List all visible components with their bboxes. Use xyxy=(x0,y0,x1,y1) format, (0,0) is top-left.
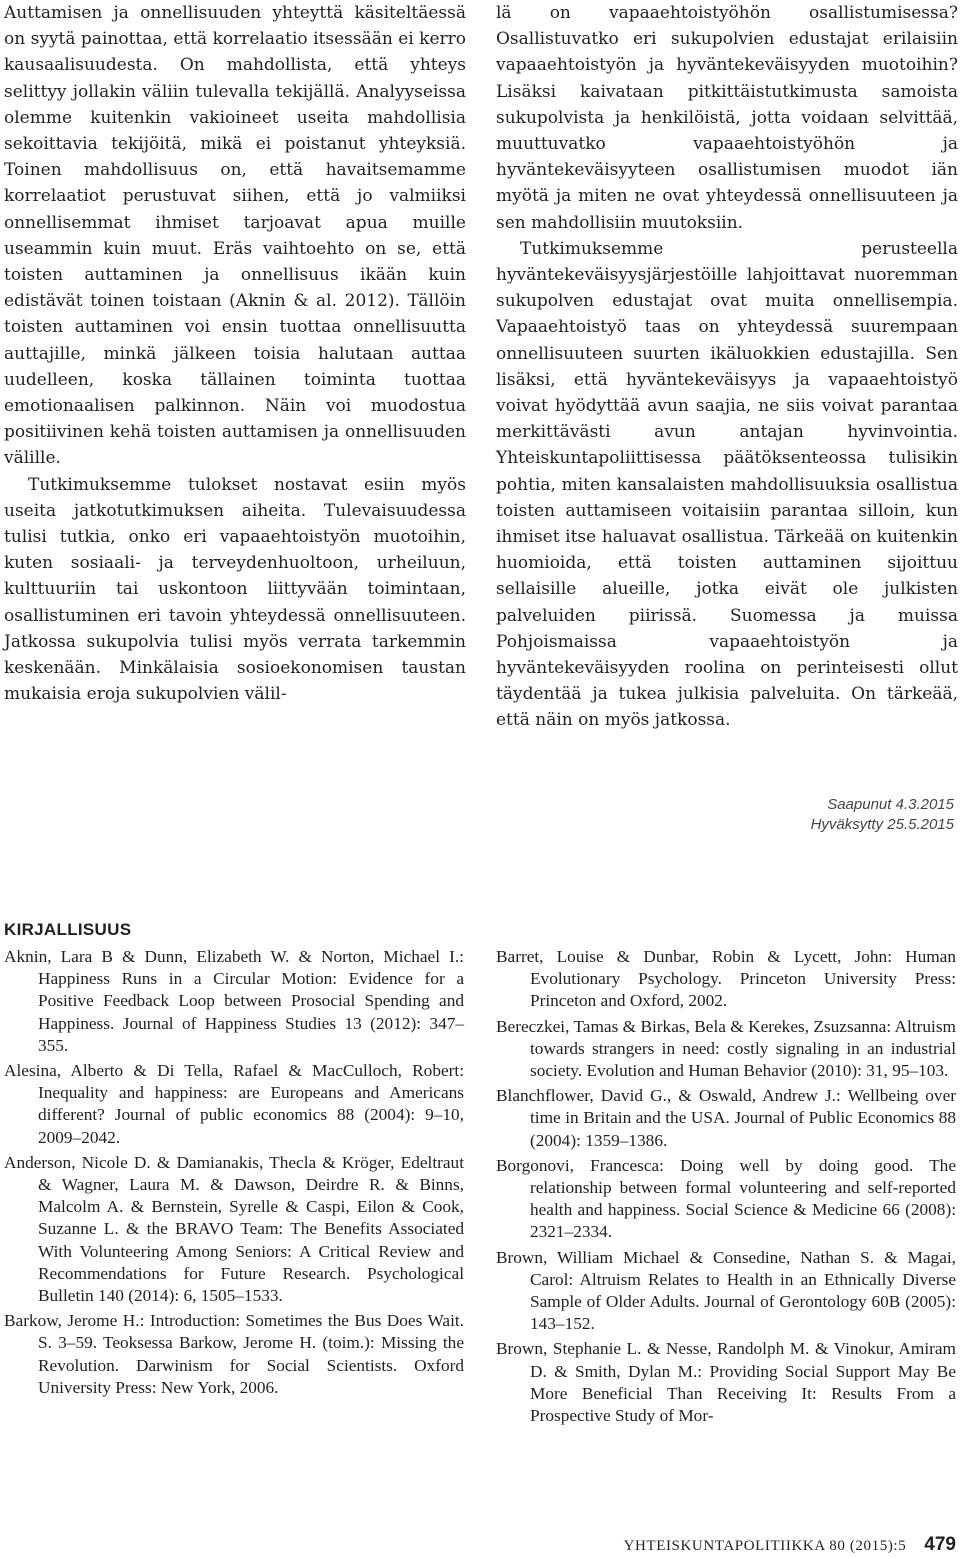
reference-entry: Bereczkei, Tamas & Birkas, Bela & Kerekes, Zsuzsanna: Altruism towards strangers in need: costly signaling in an industrial society. Evolution and Human Behavior (2010): 31, 95–103. xyxy=(496,1016,956,1081)
accepted-date: Hyväksytty 25.5.2015 xyxy=(810,816,954,833)
body-paragraph: Auttamisen ja onnellisuuden yhteyttä käsiteltäessä on syytä painottaa, että korrelaatio itsessään ei kerro kausaalisuudesta. On mahdollista, että yhteys selittyy jollakin väliin tulevalla tekijällä. Analyyseissa olemme kuitenkin vakioineet useita mahdollisia sekoittavia tekijöitä, mikä ei poistanut yhteyksiä. Toinen mahdollisuus on, että havaitsemamme korrelaatiot perustuvat siihen, että jo valmiiksi onnellisemmat ihmiset tarjoavat apua muille useammin kuin muut. Eräs vaihtoehto on se, että toisten auttaminen ja onnellisuus ikään kuin edistävät toinen toistaan (Aknin & al. 2012). Tällöin toisten auttaminen voi ensin tuottaa onnellisuutta auttajille, minkä jälkeen toisia halutaan auttaa uudelleen, koska tällainen toiminta tuottaa emotionaalisen palkinnon. Näin voi muodostua positiivinen kehä toisten auttamisen ja onnellisuuden välille. xyxy=(4,3,466,469)
reference-entry: Blanchflower, David G., & Oswald, Andrew J.: Wellbeing over time in Britain and the USA. Journal of Public Economics 88 (2004): 1359–1386. xyxy=(496,1086,956,1150)
reference-entry: Barret, Louise & Dunbar, Robin & Lycett, John: Human Evolutionary Psychology. Princeton University Press: Princeton and Oxford, 2002. xyxy=(496,947,956,1011)
article-dates xyxy=(700,795,954,835)
references-heading: KIRJALLISUUS xyxy=(4,920,132,939)
reference-entry: Borgonovi, Francesca: Doing well by doing good. The relationship between formal volunteering and self-reported health and happiness. Social Science & Medicine 66 (2008): 2321–2334. xyxy=(496,1155,956,1242)
reference-entry: Brown, Stephanie L. & Nesse, Randolph M. & Vinokur, Amiram D. & Smith, Dylan M.: Providing Social Support May Be More Beneficial Than Receiving It: Results From a Prospective Study of Mor- xyxy=(496,1339,956,1426)
body-paragraph: Tutkimuksemme perusteella hyväntekeväisyysjärjestöille lahjoittavat nuoremman sukupolven edustajat ovat muita onnellisempia. Vapaaehtoistyö taas on yhteydessä suurempaan onnellisuuteen suurten ikäluokkien edustajilla. Sen lisäksi, että hyväntekeväisyys ja vapaaehtoistyö voivat hyödyttää avun saajia, ne siis voivat parantaa merkittävästi avun antajan hyvinvointia. Yhteiskuntapoliittisessa päätöksenteossa tulisikin pohtia, miten kansalaisten mahdollisuuksia osallistua toisten auttamiseen voitaisiin parantaa silloin, kun ihmiset itse haluavat osallistua. Tärkeää on kuitenkin huomioida, että toisten auttaminen sijoittuu sellaisille alueille, jotka eivät ole julkisten palveluiden piirissä. Suomessa ja muissa Pohjoismaissa vapaaehtoistyön ja hyväntekeväisyyden roolina on perinteisesti ollut täydentää ja tukea julkisia palveluita. On tärkeää, että näin on myös jatkossa. xyxy=(496,238,958,731)
reference-entry: Barkow, Jerome H.: Introduction: Sometimes the Bus Does Wait. S. 3–59. Teoksessa Barkow, Jerome H. (toim.): Missing the Revolution. Darwinism for Social Scientists. Oxford University Press: New York, 2006. xyxy=(4,1311,464,1397)
reference-entry: Alesina, Alberto & Di Tella, Rafael & MacCulloch, Robert: Inequality and happiness: are Europeans and Americans different? Journal of public economics 88 (2004): 9–10, 2009–2042. xyxy=(4,1061,464,1147)
references-column-left xyxy=(4,946,464,1402)
reference-entry: Brown, William Michael & Consedine, Nathan S. & Magai, Carol: Altruism Relates to Health in an Ethnically Diverse Sample of Older Adults. Journal of Gerontology 60B (2005): 143–152. xyxy=(496,1247,956,1334)
journal-name: YHTEISKUNTAPOLITIIKKA 80 (2015):5 xyxy=(623,1538,907,1554)
reference-entry: Aknin, Lara B & Dunn, Elizabeth W. & Norton, Michael I.: Happiness Runs in a Circular Motion: Evidence for a Positive Feedback Loop between Prosocial Spending and Happiness. Journal of Happiness Studies 13 (2012): 347–355. xyxy=(4,947,464,1055)
page-number: 479 xyxy=(924,1534,956,1555)
body-paragraph: Tutkimuksemme tulokset nostavat esiin myös useita jatkotutkimuksen aiheita. Tulevaisuudessa tulisi tutkia, onko eri vapaaehtoistyön muotoihin, kuten sosiaali- ja terveydenhuoltoon, urheiluun, kulttuuriin tai uskontoon liittyvään toimintaan, osallistuminen eri tavoin yhteydessä onnellisuuteen. Jatkossa sukupolvia tulisi myös verrata tarkemmin keskenään. Minkälaisia sosioekonomisen taustan mukaisia eroja sukupolvien välil- xyxy=(4,474,466,705)
body-column-left xyxy=(4,0,466,707)
reference-entry: Anderson, Nicole D. & Damianakis, Thecla & Kröger, Edeltraut & Wagner, Laura M. & Dawson, Deirdre R. & Binns, Malcolm A. & Bernstein, Syrelle & Caspi, Eilon & Cook, Suzanne L. & the BRAVO Team: The Benefits Associated With Volunteering Among Seniors: A Critical Review and Recommendations for Future Research. Psychological Bulletin 140 (2014): 6, 1505–1533. xyxy=(4,1152,464,1306)
body-paragraph: lä on vapaaehtoistyöhön osallistumisessa? Osallistuvatko eri sukupolvien edustajat erilaisiin vapaaehtoistyön ja hyväntekeväisyyden muotoihin? Lisäksi kaivataan pitkittäistutkimusta samoista sukupolvista ja henkilöistä, jotta voidaan selvittää, muuttuvatko vapaaehtoistyöhön ja hyväntekeväisyyteen osallistumisen muodot iän myötä ja miten ne ovat yhteydessä onnellisuuteen ja sen mahdollisiin muutoksiin. xyxy=(496,3,958,233)
references-column-right xyxy=(496,946,956,1430)
received-date: Saapunut 4.3.2015 xyxy=(827,796,954,813)
body-column-right xyxy=(496,0,958,734)
page-footer xyxy=(560,1534,956,1556)
